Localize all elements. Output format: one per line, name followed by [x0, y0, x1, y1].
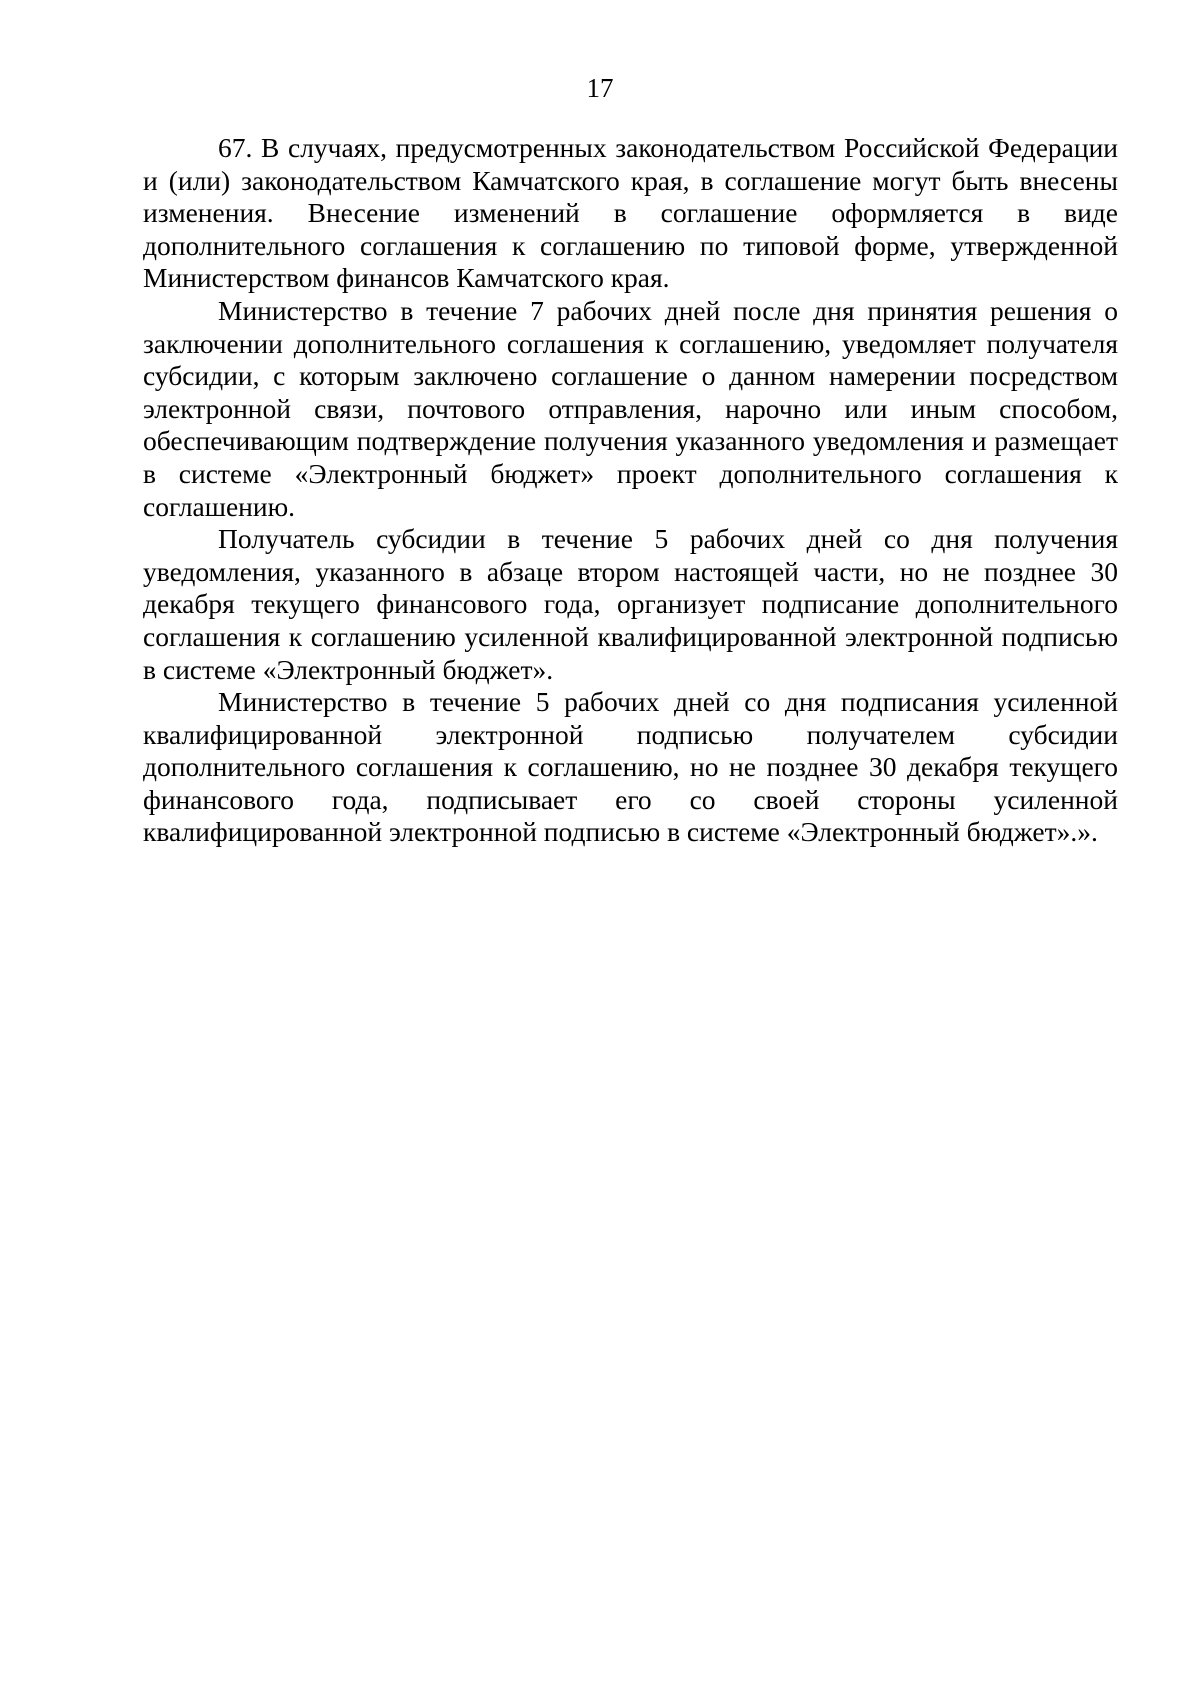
paragraph-recipient-signing: Получатель субсидии в течение 5 рабочих дней со дня получения уведомления, указанного в абзаце втором настоящей части, но не позднее 30 декабря текущего финансового года, организует подписание дополнительного соглашения к соглашению усиленной квалифицированной электронной подписью в системе «Электронный бюджет». — [143, 523, 1118, 685]
page-number: 17 — [586, 73, 614, 103]
paragraph-ministry-signing: Министерство в течение 5 рабочих дней со дня подписания усиленной квалифицированной электронной подписью получателем субсидии дополнительного соглашения к соглашению, но не позднее 30 декабря текущего финансового года, подписывает его со своей стороны усиленной квалифицированной электронной подписью в системе «Электронный бюджет».». — [143, 686, 1118, 848]
document-body — [143, 132, 1118, 849]
paragraph-ministry-notification: Министерство в течение 7 рабочих дней после дня принятия решения о заключении дополнительного соглашения к соглашению, уведомляет получателя субсидии, с которым заключено соглашение о данном намерении посредством электронной связи, почтового отправления, нарочно или иным способом, обеспечивающим подтверждение получения указанного уведомления и размещает в системе «Электронный бюджет» проект дополнительного соглашения к соглашению. — [143, 294, 1118, 522]
paragraph-67: 67. В случаях, предусмотренных законодательством Российской Федерации и (или) законодательством Камчатского края, в соглашение могут быть внесены изменения. Внесение изменений в соглашение оформляется в виде дополнительного соглашения к соглашению по типовой форме, утвержденной Министерством финансов Камчатского края. — [143, 132, 1118, 294]
